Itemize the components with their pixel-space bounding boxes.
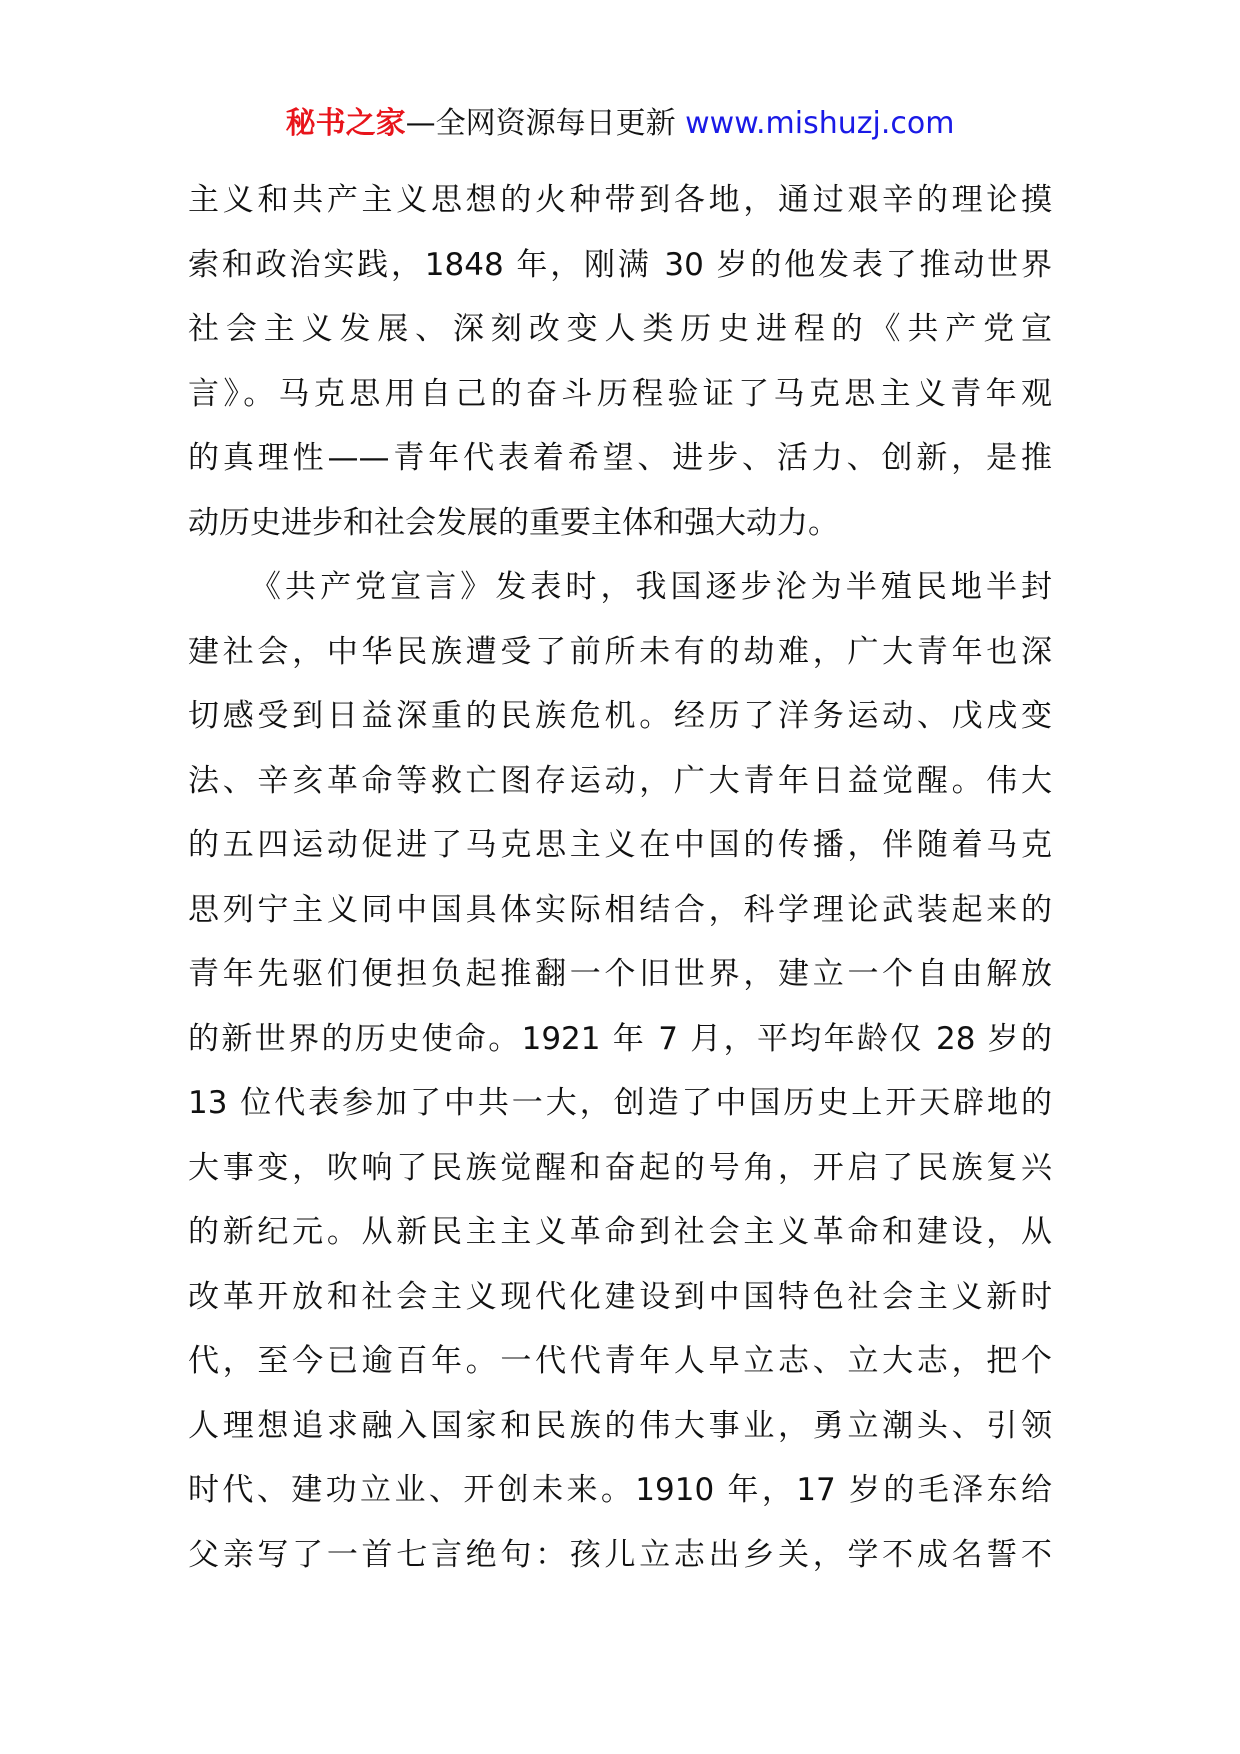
text-line: 的新世界的历史使命。1921 年 7 月，平均年龄仅 28 岁的 [188, 1020, 1052, 1057]
text-line: 建社会，中华民族遭受了前所未有的劫难，广大青年也深 [188, 633, 1052, 670]
paragraph-2 [188, 555, 1052, 1587]
text-line: 思列宁主义同中国具体实际相结合，科学理论武装起来的 [188, 891, 1052, 928]
site-slogan: —全网资源每日更新 [405, 106, 686, 141]
paragraph-1 [188, 168, 1052, 555]
text-line: 父亲写了一首七言绝句：孩儿立志出乡关，学不成名誓不 [188, 1536, 1052, 1573]
text-line: 代，至今已逾百年。一代代青年人早立志、立大志，把个 [188, 1343, 1052, 1379]
text-line: 的五四运动促进了马克思主义在中国的传播，伴随着马克 [188, 827, 1052, 863]
text-line: 13 位代表参加了中共一大，创造了中国历史上开天辟地的 [188, 1085, 1052, 1121]
site-url[interactable]: www.mishuzj.com [685, 106, 955, 141]
text-line: 法、辛亥革命等救亡图存运动，广大青年日益觉醒。伟大 [188, 762, 1052, 799]
text-line: 主义和共产主义思想的火种带到各地，通过艰辛的理论摸 [188, 182, 1052, 218]
text-line: 改革开放和社会主义现代化建设到中国特色社会主义新时 [188, 1278, 1052, 1315]
text-line: 索和政治实践，1848 年，刚满 30 岁的他发表了推动世界 [188, 246, 1052, 283]
document-body [188, 168, 1052, 1587]
site-header [0, 104, 1240, 144]
text-line: 《共产党宣言》发表时，我国逐步沦为半殖民地半封 [250, 569, 1052, 605]
text-line: 切感受到日益深重的民族危机。经历了洋务运动、戊戌变 [188, 698, 1052, 734]
text-line: 时代、建功立业、开创未来。1910 年，17 岁的毛泽东给 [188, 1472, 1052, 1508]
site-brand: 秘书之家 [285, 106, 406, 141]
text-line: 人理想追求融入国家和民族的伟大事业，勇立潮头、引领 [188, 1407, 1052, 1444]
text-line: 青年先驱们便担负起推翻一个旧世界，建立一个自由解放 [188, 956, 1052, 992]
text-line: 的新纪元。从新民主主义革命到社会主义革命和建设，从 [188, 1214, 1052, 1250]
text-line: 大事变，吹响了民族觉醒和奋起的号角，开启了民族复兴 [188, 1149, 1052, 1186]
text-line: 动历史进步和社会发展的重要主体和强大动力。 [188, 504, 839, 541]
text-line: 言》。马克思用自己的奋斗历程验证了马克思主义青年观 [188, 375, 1052, 412]
text-line: 的真理性——青年代表着希望、进步、活力、创新，是推 [188, 440, 1052, 476]
text-line: 社会主义发展、深刻改变人类历史进程的《共产党宣 [188, 311, 1052, 347]
